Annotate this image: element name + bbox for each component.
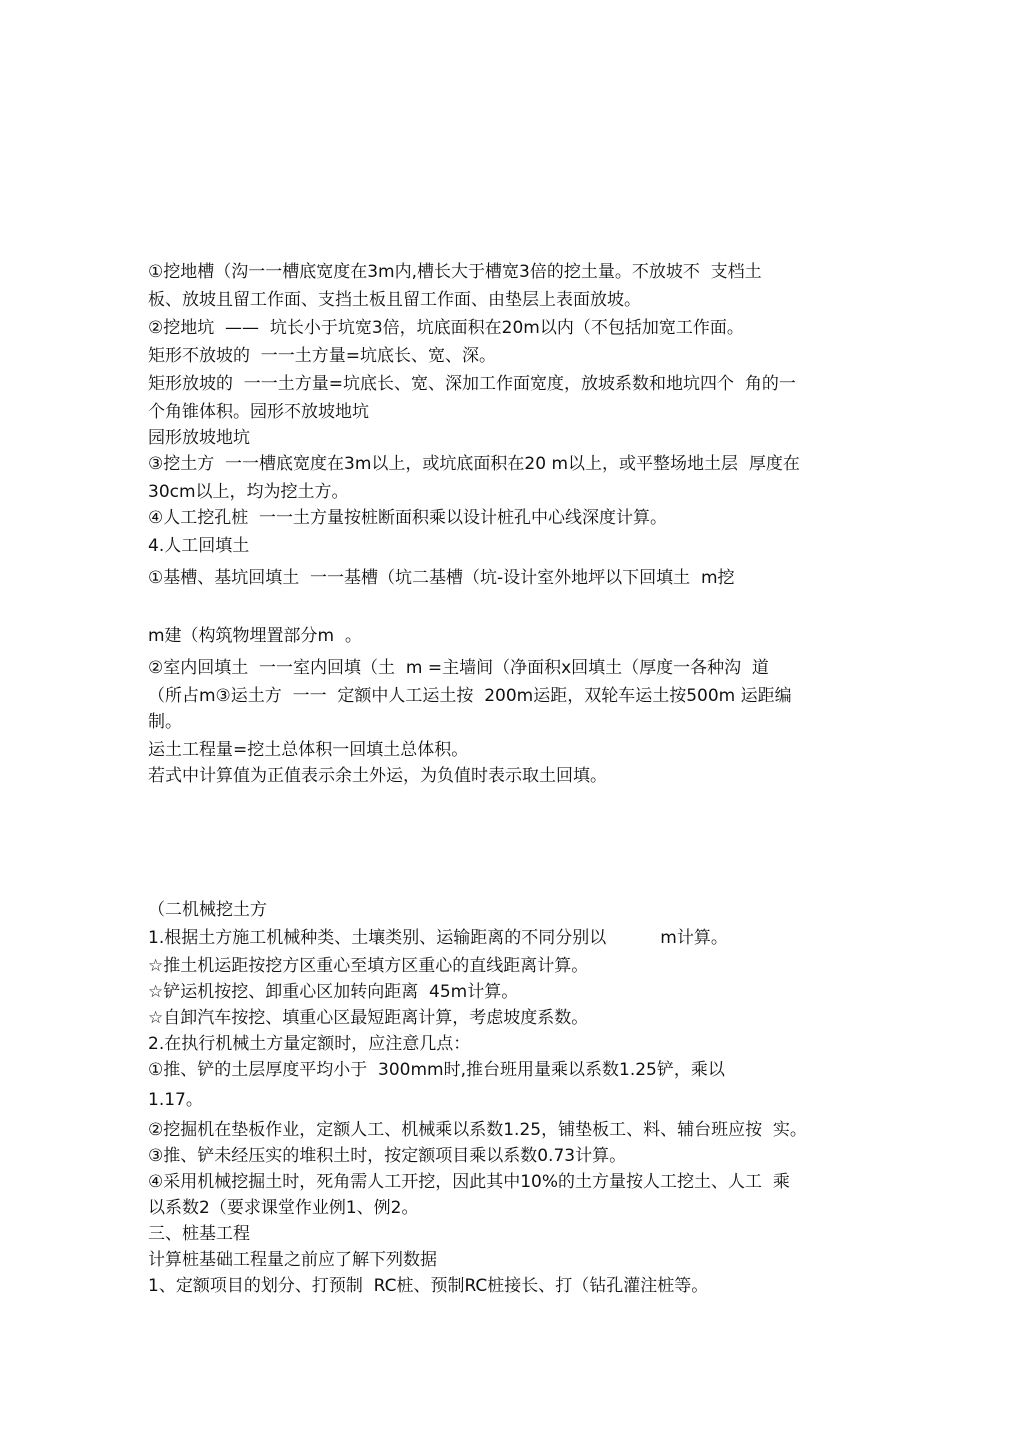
text-line: ①推、铲的土层厚度平均小于 300mm时,推台班用量乘以系数1.25铲，乘以 [148, 1060, 725, 1080]
text-line: ②挖地坑 —— 坑长小于坑宽3倍，坑底面积在20m以内（不包括加宽工作面。 [148, 318, 744, 338]
text-line: 园形放坡地坑 [148, 428, 250, 448]
text-line: 以系数2（要求课堂作业例1、例2。 [148, 1198, 419, 1218]
text-line: 4.人工回填土 [148, 536, 250, 556]
text-line: 板、放坡且留工作面、支挡土板且留工作面、由垫层上表面放坡。 [148, 290, 641, 310]
text-line: 30cm以上，均为挖土方。 [148, 482, 349, 502]
text-line: ③挖土方 一一槽底宽度在3m以上，或坑底面积在20 m以上，或平整场地土层 厚度在 [148, 454, 800, 474]
text-line: 运土工程量=挖土总体积一回填土总体积。 [148, 740, 469, 760]
text-line: 制。 [148, 712, 182, 732]
text-line: 矩形不放坡的 一一土方量=坑底长、宽、深。 [148, 346, 497, 366]
text-line: 个角锥体积。园形不放坡地坑 [148, 402, 369, 422]
text-line: 三、桩基工程 [148, 1224, 250, 1244]
text-line: ☆铲运机按挖、卸重心区加转向距离 45m计算。 [148, 982, 519, 1002]
text-line: ②室内回填土 一一室内回填（土 m =主墙间（净面积x回填土（厚度一各种沟 道 [148, 658, 769, 678]
text-line: （所占m③运土方 一一 定额中人工运土按 200m运距，双轮车运土按500m 运距编 [148, 686, 792, 706]
text-line: 1.17。 [148, 1090, 203, 1110]
text-line: 2.在执行机械土方量定额时，应注意几点： [148, 1034, 471, 1054]
text-line: （二机械挖土方 [148, 900, 267, 920]
text-line: ①挖地槽（沟一一槽底宽度在3m内,槽长大于槽宽3倍的挖土量。不放坡不 支档土 [148, 262, 762, 282]
text-line: ☆推土机运距按挖方区重心至填方区重心的直线距离计算。 [148, 956, 589, 976]
text-line: ☆自卸汽车按挖、填重心区最短距离计算，考虑坡度系数。 [148, 1008, 589, 1028]
text-line: 矩形放坡的 一一土方量=坑底长、宽、深加工作面宽度，放坡系数和地坑四个 角的一 [148, 374, 796, 394]
text-line: ④采用机械挖掘土时，死角需人工开挖，因此其中10%的土方量按人工挖土、人工 乘 [148, 1172, 790, 1192]
text-line: ②挖掘机在垫板作业，定额人工、机械乘以系数1.25，铺垫板工、料、辅台班应按 实。 [148, 1120, 807, 1140]
text-line: ③推、铲未经压实的堆积土时，按定额项目乘以系数0.73计算。 [148, 1146, 627, 1166]
text-line: 1.根据土方施工机械种类、土壤类别、运输距离的不同分别以 m计算。 [148, 928, 728, 948]
text-line: 计算桩基础工程量之前应了解下列数据 [148, 1250, 437, 1270]
text-line: ④人工挖孔桩 一一土方量按桩断面积乘以设计桩孔中心线深度计算。 [148, 508, 668, 528]
text-line: 1、定额项目的划分、打预制 RC桩、预制RC桩接长、打（钻孔灌注桩等。 [148, 1276, 709, 1296]
text-line: ①基槽、基坑回填土 一一基槽（坑二基槽（坑-设计室外地坪以下回填土 m挖 [148, 568, 735, 588]
text-line: 若式中计算值为正值表示余土外运，为负值时表示取土回填。 [148, 766, 607, 786]
text-line: m建（构筑物埋置部分m 。 [148, 626, 362, 646]
